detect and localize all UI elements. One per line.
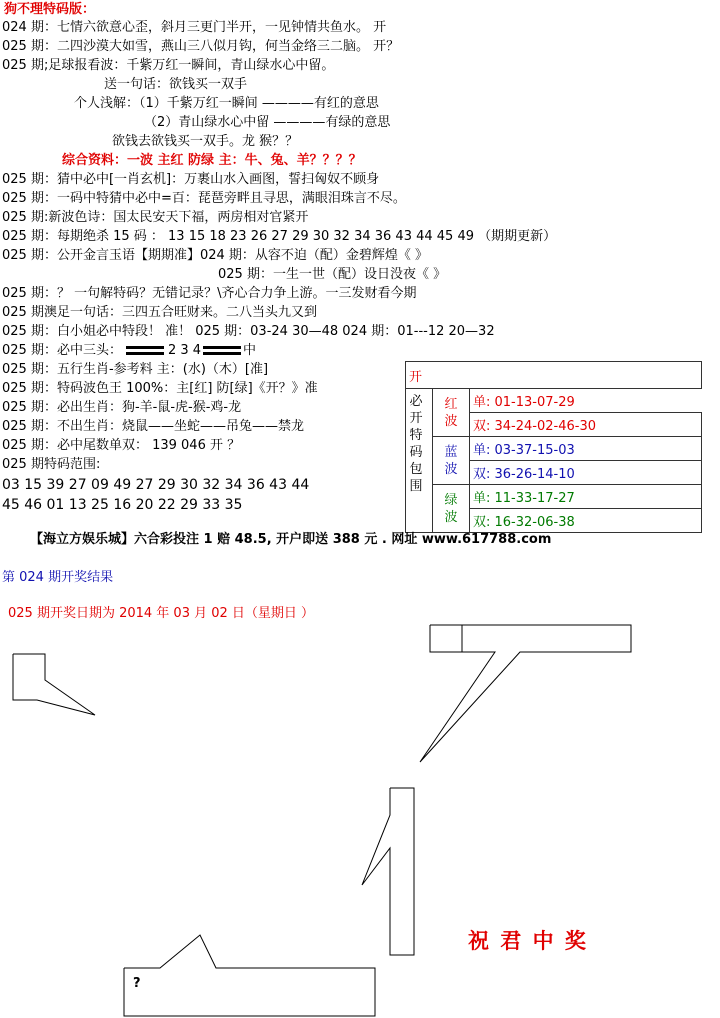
text-line: 025 期：特码波色王 100%：主[红] 防[绿]《开？》准: [2, 381, 318, 396]
text-line: 025 期：每期绝杀 15 码 ： 13 15 18 23 26 27 29 30 32 34 36 43 44 45 49 （期期更新）: [2, 229, 557, 244]
speech-bubble-shape: [13, 654, 95, 715]
red-wave-label: 红波: [433, 389, 470, 437]
page-title: 狗不理特码版：: [4, 2, 96, 17]
text-line: 个人浅解：（1）千紫万红一瞬间 ————有红的意思: [74, 96, 379, 111]
text-line: 025 期：五行生肖-参考料 主：(水)（木）[准]: [2, 362, 269, 377]
text-line: 025 期：白小姐必中特段！ 准！ 025 期：03-24 30—48 024 期：01---12 20—32: [2, 324, 495, 339]
congrats-text: 祝 君 中 奖: [468, 928, 588, 953]
green-wave-label: 绿波: [433, 485, 470, 533]
text-line: 025 期：猜中必中[一肖玄机]：万裹山水入画图，誓扫匈奴不顾身: [2, 172, 380, 187]
text-line: 025 期：？ 一句解特码？无错记录？\齐心合力争上游。一三发财看今期: [2, 286, 417, 301]
blue-single: 单: 03-37-15-03: [470, 437, 702, 461]
red-double: 双: 34-24-02-46-30: [470, 413, 702, 437]
text-label: 025 期：必中三头：: [2, 343, 122, 358]
blue-double: 双: 36-26-14-10: [470, 461, 702, 485]
ad-banner[interactable]: 【海立方娱乐城】六合彩投注 1 赔 48.5, 开户即送 388 元 . 网址 www.617788.com: [30, 532, 552, 547]
text-line: 025 期澳足一句话：三四五合旺财来。二八当头九又到: [2, 305, 317, 320]
green-single: 单: 11-33-17-27: [470, 485, 702, 509]
summary-line: 综合资料：一波 主红 防绿 主：牛、兔、羊？？？？: [62, 153, 362, 168]
text-line: 025 期：必出生肖：狗-羊-鼠-虎-猴-鸡-龙: [2, 400, 242, 415]
text-line: 欲钱去欲钱买一双手。龙 猴？？: [112, 134, 299, 149]
text-line: 025 期：公开金言玉语【期期准】024 期：从容不迫（配）金碧辉煌《 》: [2, 248, 429, 263]
bottom-bubble-shape: [124, 935, 375, 1016]
table-header: 开: [406, 362, 702, 389]
text-line: 025 期：一码中特猜中必中=百：琵琶旁畔且寻思，满眼泪珠言不尽。: [2, 191, 406, 206]
side-label: 必开特码包围: [406, 389, 433, 533]
result-heading: 第 024 期开奖结果: [2, 570, 114, 585]
red-single: 单: 01-13-07-29: [470, 389, 702, 413]
text-line: 025 期特码范围:: [2, 457, 101, 472]
text-line: 025 期：不出生肖：烧鼠——坐蛇——吊兔——禁龙: [2, 419, 304, 434]
text-value: 2 3 4: [167, 343, 202, 358]
green-double: 双: 16-32-06-38: [470, 509, 702, 533]
text-line: 024 期：七情六欲意心歪，斜月三更门半开，一见钟情共鱼水。 开: [2, 20, 387, 35]
question-mark: ?: [133, 976, 141, 991]
text-line: 025 期;足球报看波：千紫万红一瞬间，青山绿水心中留。: [2, 58, 335, 73]
text-line: 025 期:新波色诗：国太民安天下福，两房相对官紧开: [2, 210, 309, 225]
seven-shape: [420, 625, 631, 762]
number-range: 03 15 39 27 09 49 27 29 30 32 34 36 43 44: [2, 477, 310, 493]
number-range: 45 46 01 13 25 16 20 22 29 33 35: [2, 497, 243, 513]
text-suffix: 中: [243, 343, 257, 358]
text-line: 025 期：一生一世（配）设日没夜《 》: [218, 267, 447, 282]
text-line: 送一句话：欲钱买一双手: [104, 77, 248, 92]
text-line: （2）青山绿水心中留 ————有绿的意思: [144, 115, 391, 130]
draw-date: 025 期开奖日期为 2014 年 03 月 02 日（星期日 ）: [8, 606, 315, 621]
one-shape: [362, 788, 414, 955]
blue-wave-label: 蓝波: [433, 437, 470, 485]
text-line: 025 期：必中尾数单双： 139 046 开 ？: [2, 438, 241, 453]
text-line: 025 期：二四沙漠大如雪，燕山三八似月钩，何当金络三二脑。 开？: [2, 39, 400, 54]
